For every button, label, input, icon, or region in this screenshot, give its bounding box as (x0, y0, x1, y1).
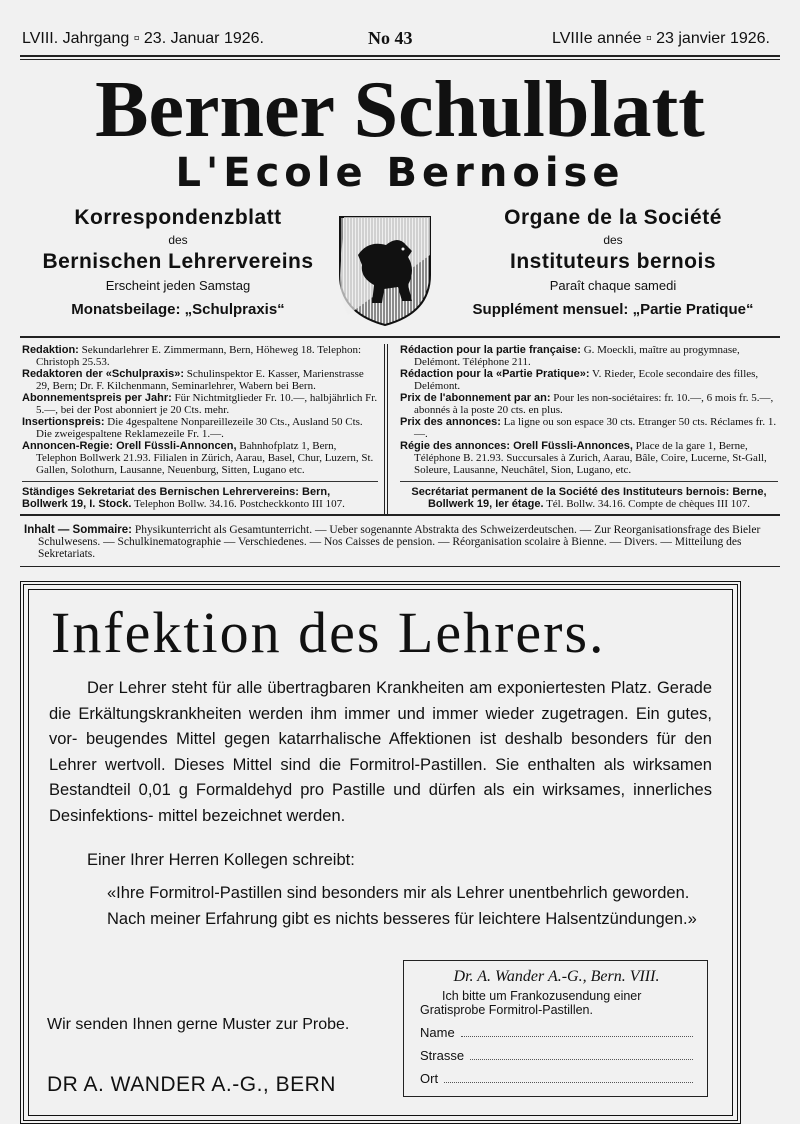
ad-bottom (47, 960, 714, 1097)
info-item: Prix des annonces: La ligne ou son espace 30 cts. Etranger 50 cts. Réclames fr. 1.—. (400, 416, 777, 440)
info-item: Prix de l'abonnement par an: Pour les non-sociétaires: fr. 10.—, 6 mois fr. 5.—, abonnés à la poste 20 cts. en plus. (400, 392, 774, 416)
ad-line: die Erkältungskrankheiten werden ihm immer und immer wieder zugetragen. Ein gutes, vor- (49, 704, 712, 749)
masthead-title: Berner Schulblatt (95, 66, 705, 154)
ad-title: Infektion des Lehrers. (51, 600, 606, 665)
company-name: DR A. WANDER A.-G., BERN (47, 1073, 336, 1097)
colleague-intro: Einer Ihrer Herren Kollegen schreibt: (87, 850, 355, 869)
sample-offer: Wir senden Ihnen gerne Muster zur Probe. (47, 1015, 350, 1033)
advertisement-inner-frame (28, 589, 733, 1116)
left-line2: des (168, 233, 188, 247)
left-line1: Korrespondenzblatt (74, 206, 282, 229)
masthead-left-column (28, 205, 328, 323)
city-label: Ort (420, 1071, 439, 1087)
secretariat-de: Ständiges Sekretariat des Bernischen Lehrervereins: Bern, Bollwerk 19, I. Stock. Telephon Bollw. 34.16. Postcheckkonto III 107. (22, 481, 378, 510)
right-line4: Paraît chaque samedi (549, 278, 677, 293)
advertisement-frame (20, 581, 741, 1124)
issue-info-fr: LVIIIe année ▫ 23 janvier 1926. (552, 30, 770, 47)
info-item: Redaktoren der «Schulpraxis»: Schulinspektor E. Kasser, Marienstrasse 29, Bern; Dr. F. Kilchenmann, Seminarlehrer, Wabern bei Bern. (22, 368, 364, 392)
street-field[interactable] (420, 1048, 693, 1063)
ad-left (47, 1012, 377, 1098)
bern-bear-shield-icon (338, 215, 432, 327)
city-field[interactable] (420, 1071, 693, 1086)
info-item: Annoncen-Regie: Orell Füssli-Annoncen, Bahnhofplatz 1, Bern, Telephon Bollwerk 21.93. Filialen in Zürich, Aarau, Basel, Chur, Luzern, St. Gallen, Solothurn, Lausanne, Neuenburg, Sitten, Lugano etc. (22, 440, 374, 476)
issue-number: No 43 (368, 28, 413, 48)
right-line1: Organe de la Société (504, 206, 722, 229)
info-item: Régie des annonces: Orell Füssli-Annonces, Place de la gare 1, Berne, Téléphone B. 21.93. Succursales à Zurich, Aarau, Bâle, Coire, Lucerne, St-Gall, Soleure, Lausanne, Neuchâtel, Sion, Lugano, etc. (400, 440, 767, 476)
coupon-request: Ich bitte um Frankozusendung einer Gratisprobe Formitrol-Pastillen. (420, 989, 642, 1018)
info-item: Rédaction pour la partie française: G. Moeckli, maître au progymnase, Delémont. Téléphone 211. (400, 344, 740, 368)
info-item: Insertionspreis: Die 4gespaltene Nonpareillezeile 30 Cts., Ausland 50 Cts. Die zweigespaltene Reklamezeile Fr. 1.—. (22, 416, 363, 440)
right-line2: des (603, 233, 623, 247)
ad-line: wertvoll. Dieses Mittel sind die Formitrol-Pastillen. Sie enthalten als wirksamen Bestandteil (49, 755, 712, 800)
name-label: Name (420, 1025, 455, 1041)
divider (20, 55, 780, 57)
contents-text: Physikunterricht als Gesamtunterricht. — Ueber sogenannte Abstrakta des Schweizerdeutschen. — Zur Reorganisationsfrage des Bieler Schulwesens. — Schulkinematographie — Verschiedenes. — Nos Caisses de pension. — Réorganisation scolaire à Bienne. — Divers. — Mitteilung des Sekretariats. (38, 524, 761, 560)
masthead-subtitle: L'Ecole Bernoise (175, 150, 625, 196)
right-line5: Supplément mensuel: „Partie Pratique“ (472, 301, 754, 318)
info-item: Rédaction pour la «Partie Pratique»: V. Rieder, Ecole secondaire des filles, Delémont. (400, 368, 759, 392)
page-body (20, 336, 780, 1124)
divider (20, 566, 780, 567)
editorial-info-de (20, 344, 388, 514)
ad-line: mittel bezeichnet werden. (158, 806, 346, 825)
name-input[interactable] (461, 1025, 693, 1037)
info-item: Abonnementspreis per Jahr: Für Nichtmitglieder Fr. 10.—, halbjährlich Fr. 5.—, bei der Post abonniert je 20 Cts. mehr. (22, 392, 378, 416)
ad-paragraph (49, 676, 712, 830)
masthead-right-column (463, 205, 763, 323)
ad-line: beugendes Mittel gegen katarrhalische Affektionen ist deshalb besonders für den Lehrer (49, 730, 712, 774)
street-input[interactable] (470, 1048, 693, 1060)
right-line3: Instituteurs bernois (509, 250, 717, 273)
street-label: Strasse (420, 1048, 465, 1064)
left-line5: Monatsbeilage: „Schulpraxis“ (71, 301, 285, 318)
contents-label: Inhalt — Sommaire: (24, 524, 132, 536)
ad-line: Der Lehrer steht für alle übertragbaren Krankheiten am exponiertesten Platz. Gerade (87, 679, 712, 697)
editorial-info (20, 344, 780, 514)
divider (20, 59, 780, 60)
quote-line-2: Nach meiner Erfahrung gibt es nichts besseres für leichtere Halsentzündungen.» (107, 909, 697, 928)
coupon-address: Dr. A. Wander A.-G., Bern. VIII. (453, 968, 660, 986)
table-of-contents (20, 516, 780, 566)
name-field[interactable] (420, 1025, 693, 1040)
left-line4: Erscheint jeden Samstag (105, 278, 251, 293)
city-input[interactable] (444, 1071, 693, 1083)
left-line3: Bernischen Lehrervereins (42, 250, 314, 273)
order-coupon[interactable] (403, 960, 708, 1097)
issue-info-de: LVIII. Jahrgang ▫ 23. Januar 1926. (22, 30, 264, 47)
quote-line-1: «Ihre Formitrol-Pastillen sind besonders mir als Lehrer unentbehrlich geworden. (107, 884, 690, 903)
info-item: Redaktion: Sekundarlehrer E. Zimmermann, Bern, Höheweg 18. Telephon: Christoph 25.53. (22, 344, 362, 368)
editorial-info-fr (388, 344, 780, 514)
ad-line: 0,01 g Formaldehyd pro Pastille und dürfen als ein wirksames, innerliches Desinfektions- (49, 781, 712, 825)
secretariat-fr: Secrétariat permanent de la Société des Instituteurs bernois: Berne, Bollwerk 19, Ier étage. Tél. Bollw. 34.16. Compte de chèques III 107. (400, 481, 778, 510)
divider (20, 336, 780, 338)
